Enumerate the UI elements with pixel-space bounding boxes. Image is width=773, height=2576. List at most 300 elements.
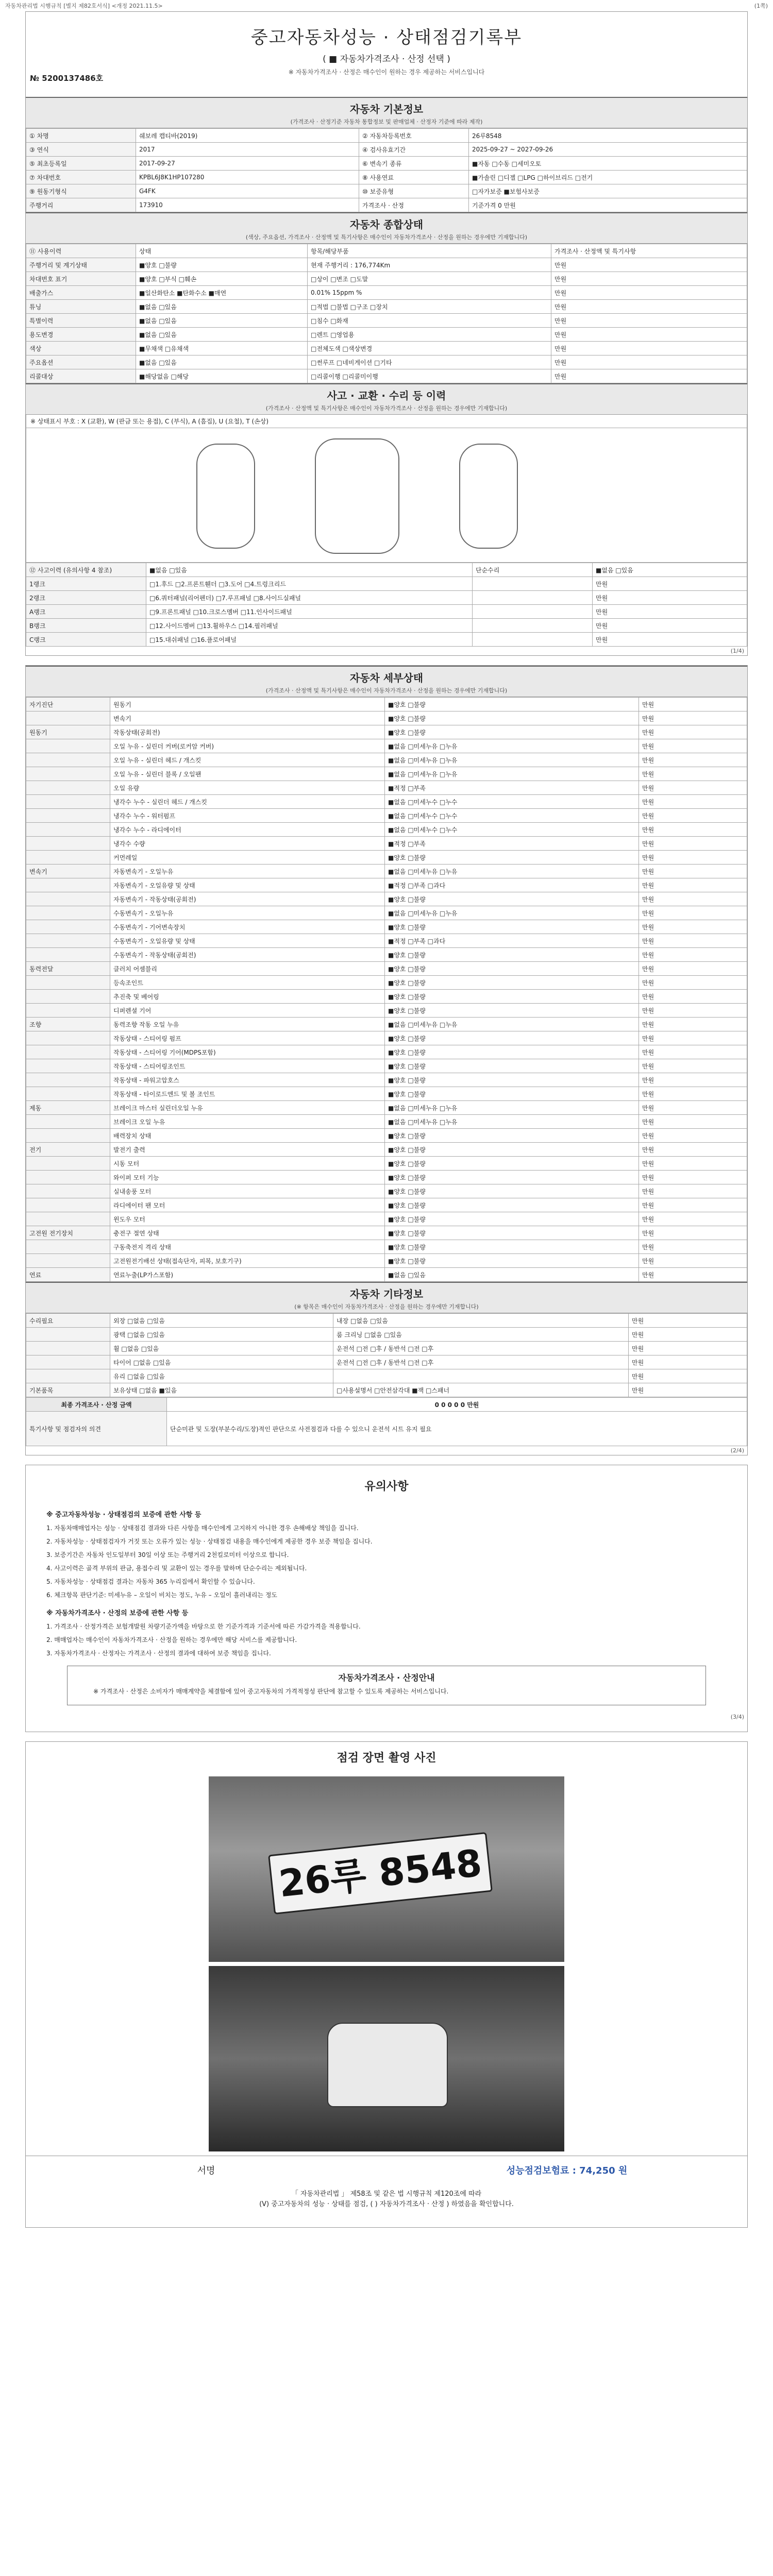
detail-cell [26, 1171, 110, 1184]
detail-cell: 작동상태 - 파워고압호스 [110, 1073, 385, 1087]
detail-cell: ■양호 □불량 [385, 698, 639, 711]
detail-cell: ■양호 □불량 [385, 1240, 639, 1254]
detail-cell: ■양호 □불량 [385, 990, 639, 1004]
accident-cell: □6.쿼터패널(리어펜더) □7.루프패널 □8.사이드실패널 [146, 591, 473, 605]
detail-cell [26, 851, 110, 865]
detail-cell: ■양호 □불량 [385, 851, 639, 865]
summary-cell: 용도변경 [26, 328, 136, 342]
summary-header [26, 212, 747, 244]
detail-cell [26, 1254, 110, 1268]
signature-row [26, 2156, 747, 2184]
basic-info-cell: ⑨ 원동기형식 [26, 184, 136, 198]
detail-cell [26, 906, 110, 920]
detail-cell [26, 1240, 110, 1254]
detail-cell: 만원 [639, 1031, 747, 1045]
detail-cell: ■양호 □불량 [385, 1045, 639, 1059]
accident-cell [473, 591, 593, 605]
detail-row [26, 1129, 747, 1143]
detail-cell: ■없음 □미세누수 □누수 [385, 823, 639, 837]
detail-cell: 수동변속기 - 작동상태(공회전) [110, 948, 385, 962]
detail-cell: ■양호 □불량 [385, 1226, 639, 1240]
summary-row [26, 286, 747, 300]
other-row [26, 1383, 747, 1397]
detail-row [26, 1157, 747, 1171]
detail-cell: 만원 [639, 865, 747, 878]
accident-cell: 단순수리 [473, 563, 593, 577]
detail-row [26, 1087, 747, 1101]
detail-cell: 충전구 절연 상태 [110, 1226, 385, 1240]
detail-cell [26, 823, 110, 837]
basic-info-cell: G4FK [136, 184, 359, 198]
detail-row [26, 1031, 747, 1045]
detail-cell [26, 767, 110, 781]
other-cell [26, 1328, 110, 1342]
notice-item: 4. 사고이력은 골격 부위의 판금, 용접수리 및 교환이 있는 경우를 말하며 단순수리는 제외됩니다. [46, 1565, 307, 1572]
summary-row [26, 328, 747, 342]
detail-cell: 만원 [639, 739, 747, 753]
accident-row [26, 633, 747, 647]
footer-line-2: (V) 중고자동차의 성능 · 상태를 점검, ( ) 자동차가격조사 · 산정 ) 하였음을 확인합니다. [259, 2200, 514, 2208]
accident-row [26, 563, 747, 577]
detail-cell: 만원 [639, 878, 747, 892]
detail-cell: 냉각수 누수 - 실린더 헤드 / 개스킷 [110, 795, 385, 809]
basic-info-cell: 기준가격 0 만원 [469, 198, 747, 212]
detail-row [26, 892, 747, 906]
other-cell [333, 1369, 629, 1383]
summary-row [26, 244, 747, 258]
detail-row [26, 753, 747, 767]
basic-info-cell: □자가보증 ■보험사보증 [469, 184, 747, 198]
detail-header [26, 666, 747, 697]
basic-info-cell: ⑧ 사용연료 [359, 171, 469, 184]
detail-cell [26, 948, 110, 962]
other-row [26, 1314, 747, 1328]
other-cell: 룸 크리닝 □없음 □있음 [333, 1328, 629, 1342]
summary-cell: 리콜대상 [26, 369, 136, 383]
notice-pricing-item: 2. 매매업자는 매수인이 자동차가격조사 · 산정을 원하는 경우에만 해당 서비스를 제공합니다. [46, 1636, 297, 1643]
detail-cell: ■양호 □불량 [385, 1004, 639, 1018]
detail-row [26, 976, 747, 990]
detail-cell: 변속기 [110, 711, 385, 725]
accident-cell: 만원 [593, 619, 747, 633]
accident-row [26, 605, 747, 619]
remarks-label: 특기사항 및 점검자의 의견 [26, 1412, 167, 1446]
accident-header [26, 383, 747, 415]
detail-row [26, 711, 747, 725]
summary-row [26, 300, 747, 314]
detail-cell [26, 781, 110, 795]
detail-cell: 라디에이터 팬 모터 [110, 1198, 385, 1212]
detail-cell: ■양호 □불량 [385, 711, 639, 725]
detail-cell: ■없음 □미세누수 □누수 [385, 795, 639, 809]
basic-info-cell: ⑦ 차대번호 [26, 171, 136, 184]
detail-cell: ■양호 □불량 [385, 1073, 639, 1087]
detail-cell: 만원 [639, 781, 747, 795]
detail-cell: 수동변속기 - 오일누유 [110, 906, 385, 920]
summary-cell: ■없음 □있음 [136, 355, 308, 369]
detail-row [26, 1254, 747, 1268]
basic-info-cell: 2017 [136, 143, 359, 157]
detail-row [26, 1184, 747, 1198]
summary-cell: 만원 [551, 369, 747, 383]
detail-cell: 만원 [639, 1129, 747, 1143]
other-title: 자동차 기타정보 [349, 1288, 424, 1300]
other-cell: 만원 [629, 1342, 747, 1355]
basic-info-table [26, 128, 747, 212]
detail-cell: ■없음 □미세누유 □누유 [385, 906, 639, 920]
notice-heading-2: ※ 자동차가격조사 · 산정의 보증에 관한 사항 등 [46, 1609, 189, 1617]
summary-cell: 만원 [551, 355, 747, 369]
detail-cell: 냉각수 누수 - 워터펌프 [110, 809, 385, 823]
detail-cell: ■양호 □불량 [385, 1129, 639, 1143]
detail-cell: 조향 [26, 1018, 110, 1031]
photo-vehicle-lift [209, 1966, 564, 2151]
accident-cell: 1랭크 [26, 577, 146, 591]
detail-cell: 만원 [639, 976, 747, 990]
accident-cell: □12.사이드멤버 □13.휠하우스 □14.필러패널 [146, 619, 473, 633]
detail-row [26, 739, 747, 753]
detail-cell: 만원 [639, 1184, 747, 1198]
detail-cell: 오일 누유 - 실린더 커버(로커암 커버) [110, 739, 385, 753]
basic-info-cell: ① 차명 [26, 129, 136, 143]
total-label: 최종 가격조사 · 산정 금액 [26, 1398, 167, 1412]
other-cell: 운전석 □전 □후 / 동반석 □전 □후 [333, 1342, 629, 1355]
detail-cell: 만원 [639, 990, 747, 1004]
detail-cell: 클러치 어셈블리 [110, 962, 385, 976]
detail-cell: ■양호 □불량 [385, 948, 639, 962]
detail-cell: ■양호 □불량 [385, 1157, 639, 1171]
detail-row [26, 948, 747, 962]
page-4 [25, 1741, 748, 2228]
detail-cell: 커먼레일 [110, 851, 385, 865]
summary-cell: 만원 [551, 314, 747, 328]
other-table [26, 1313, 747, 1397]
car-right-view [459, 444, 518, 549]
basic-info-cell: ③ 연식 [26, 143, 136, 157]
detail-cell: 만원 [639, 837, 747, 851]
other-cell: 만원 [629, 1328, 747, 1342]
accident-cell: □9.프론트패널 □10.크로스멤버 □11.인사이드패널 [146, 605, 473, 619]
summary-cell: 주요옵션 [26, 355, 136, 369]
page-2-mark: (2/4) [730, 1447, 744, 1454]
detail-row [26, 934, 747, 948]
detail-cell: 만원 [639, 1115, 747, 1129]
detail-cell: ■적정 □부족 □과다 [385, 934, 639, 948]
detail-cell: 브레이크 오일 누유 [110, 1115, 385, 1129]
notice-pricing-item: 3. 자동차가격조사 · 산정자는 가격조사 · 산정의 결과에 대하여 보증 책임을 집니다. [46, 1650, 271, 1657]
summary-cell: □렌트 □영업용 [308, 328, 551, 342]
detail-row [26, 920, 747, 934]
summary-cell: 색상 [26, 342, 136, 355]
document-note: ※ 자동차가격조사 · 산정은 매수인이 원하는 경우 제공하는 서비스입니다 [288, 69, 485, 76]
other-cell: 내장 □없음 □있음 [333, 1314, 629, 1328]
detail-row [26, 1226, 747, 1240]
detail-cell [26, 878, 110, 892]
basic-info-cell: 2017-09-27 [136, 157, 359, 171]
detail-row [26, 1198, 747, 1212]
detail-cell: 만원 [639, 1212, 747, 1226]
detail-cell: 만원 [639, 1059, 747, 1073]
other-row [26, 1328, 747, 1342]
detail-cell [26, 1073, 110, 1087]
detail-cell: 고전원전기배선 상태(접속단자, 피복, 보호기구) [110, 1254, 385, 1268]
summary-cell: 현재 주행거리 : 176,774Km [308, 258, 551, 272]
accident-legend: ※ 상태표시 부호 : X (교환), W (판금 또는 용접), C (부식), A (흠집), U (요철), T (손상) [26, 415, 747, 428]
summary-cell: ■해당없음 □해당 [136, 369, 308, 383]
detail-cell: ■적정 □부족 [385, 837, 639, 851]
detail-row [26, 1115, 747, 1129]
summary-cell: 배출가스 [26, 286, 136, 300]
basic-info-cell: 173910 [136, 198, 359, 212]
photo-section-title: 점검 장면 촬영 사진 [337, 1752, 436, 1765]
detail-cell: ■없음 □있음 [385, 1268, 639, 1282]
detail-table [26, 697, 747, 1282]
summary-cell: 차대번호 표기 [26, 272, 136, 286]
detail-cell: 오일 누유 - 실린더 헤드 / 개스킷 [110, 753, 385, 767]
accident-cell: B랭크 [26, 619, 146, 633]
detail-cell: ■양호 □불량 [385, 976, 639, 990]
basic-info-cell: ② 자동차등록번호 [359, 129, 469, 143]
summary-cell: □전체도색 □색상변경 [308, 342, 551, 355]
page-3-mark: (3/4) [730, 1714, 744, 1720]
detail-cell: ■없음 □미세누유 □누유 [385, 865, 639, 878]
detail-cell [26, 711, 110, 725]
detail-cell: 오일 유량 [110, 781, 385, 795]
detail-row [26, 1045, 747, 1059]
detail-cell: 만원 [639, 823, 747, 837]
detail-row [26, 865, 747, 878]
form-topbar [0, 0, 773, 11]
detail-row [26, 698, 747, 711]
detail-cell: 만원 [639, 962, 747, 976]
detail-row [26, 1171, 747, 1184]
detail-cell: 자동변속기 - 오일누유 [110, 865, 385, 878]
detail-cell: 브레이크 마스터 실린더오일 누유 [110, 1101, 385, 1115]
detail-cell: 만원 [639, 1143, 747, 1157]
detail-row [26, 1143, 747, 1157]
detail-cell: 만원 [639, 920, 747, 934]
detail-cell: 구동축전지 격리 상태 [110, 1240, 385, 1254]
detail-cell [26, 739, 110, 753]
detail-cell: 등속조인트 [110, 976, 385, 990]
detail-note: (가격조사 · 산정액 및 특기사항은 매수인이 자동차가격조사 · 산정을 원하는 경우에만 기재합니다) [265, 687, 508, 694]
accident-cell: A랭크 [26, 605, 146, 619]
total-table [26, 1397, 747, 1446]
accident-cell: ⑫ 사고이력 (유의사항 4 참조) [26, 563, 146, 577]
detail-cell: 작동상태(공회전) [110, 725, 385, 739]
footer-line-1: 「 자동차관리법 」 제58조 및 같은 법 시행규칙 제120조에 따라 [291, 2190, 482, 2198]
detail-cell: 만원 [639, 753, 747, 767]
detail-cell: ■없음 □미세누유 □누유 [385, 1101, 639, 1115]
notice-list-2 [26, 1621, 747, 1658]
basic-info-header [26, 97, 747, 128]
detail-cell [26, 934, 110, 948]
detail-cell: ■양호 □불량 [385, 1212, 639, 1226]
summary-cell: ⑪ 사용이력 [26, 244, 136, 258]
notice-item: 2. 자동차성능 · 상태점검자가 거짓 또는 오류가 있는 성능 · 상태점검 내용을 매수인에게 제공한 경우 보증 책임을 집니다. [46, 1538, 373, 1545]
basic-info-note: (가격조사 · 산정기준 자동차 통합정보 및 판매업체 · 산정자 기준에 따라 제작) [290, 118, 483, 125]
other-header [26, 1282, 747, 1313]
detail-row [26, 1101, 747, 1115]
summary-cell: ■양호 □불량 [136, 258, 308, 272]
summary-cell: 상태 [136, 244, 308, 258]
summary-table [26, 244, 747, 383]
detail-cell: 자기진단 [26, 698, 110, 711]
basic-info-row [26, 198, 747, 212]
other-note: (※ 항목은 매수인이 자동차가격조사 · 산정을 원하는 경우에만 기재합니다) [294, 1303, 479, 1310]
other-row [26, 1369, 747, 1383]
detail-row [26, 767, 747, 781]
accident-cell: □1.후드 □2.프론트휀더 □3.도어 □4.트렁크리드 [146, 577, 473, 591]
detail-cell: ■적정 □부족 □과다 [385, 878, 639, 892]
detail-cell: 실내송풍 모터 [110, 1184, 385, 1198]
detail-cell: 만원 [639, 1073, 747, 1087]
detail-row [26, 906, 747, 920]
page-indicator: (1쪽) [754, 3, 768, 9]
detail-row [26, 1059, 747, 1073]
summary-cell: ■없음 □있음 [136, 328, 308, 342]
page-3 [25, 1465, 748, 1732]
detail-cell: 원동기 [110, 698, 385, 711]
basic-info-cell: 2025-09-27 ~ 2027-09-26 [469, 143, 747, 157]
detail-cell: 연료누출(LP가스포함) [110, 1268, 385, 1282]
detail-cell: 만원 [639, 906, 747, 920]
detail-cell [26, 1157, 110, 1171]
accident-note: (가격조사 · 산정액 및 특기사항은 매수인이 자동차가격조사 · 산정을 원하는 경우에만 기재합니다) [265, 405, 508, 412]
detail-cell [26, 1031, 110, 1045]
detail-row [26, 1212, 747, 1226]
other-cell: □사용설명서 □안전삼각대 ■잭 □스패너 [333, 1383, 629, 1397]
summary-cell: 항목/해당부품 [308, 244, 551, 258]
detail-row [26, 809, 747, 823]
detail-cell: ■양호 □불량 [385, 1198, 639, 1212]
other-cell: 만원 [629, 1355, 747, 1369]
detail-row [26, 1018, 747, 1031]
detail-cell: 작동상태 - 스티어링 펌프 [110, 1031, 385, 1045]
summary-row [26, 314, 747, 328]
detail-cell: ■없음 □미세누유 □누유 [385, 739, 639, 753]
detail-cell [26, 976, 110, 990]
detail-cell [26, 795, 110, 809]
other-cell: 만원 [629, 1369, 747, 1383]
photo-front-plate [209, 1776, 564, 1962]
detail-cell: 만원 [639, 1004, 747, 1018]
detail-cell: 발전기 출력 [110, 1143, 385, 1157]
detail-cell: 만원 [639, 1087, 747, 1101]
detail-cell [26, 1004, 110, 1018]
notice-item: 1. 자동차매매업자는 성능 · 상태점검 결과와 다른 사항을 매수인에게 고지하지 아니한 경우 손해배상 책임을 집니다. [46, 1524, 359, 1532]
accident-row [26, 591, 747, 605]
detail-cell: ■없음 □미세누유 □누유 [385, 767, 639, 781]
detail-cell: 배력장치 상태 [110, 1129, 385, 1143]
detail-cell [26, 1212, 110, 1226]
detail-cell [26, 1129, 110, 1143]
car-top-view [315, 438, 399, 554]
detail-cell: ■양호 □불량 [385, 920, 639, 934]
detail-row [26, 851, 747, 865]
detail-cell: 자동변속기 - 작동상태(공회전) [110, 892, 385, 906]
detail-cell: ■양호 □불량 [385, 725, 639, 739]
page-2 [25, 665, 748, 1455]
summary-note: (색상, 주요옵션, 가격조사 · 산정액 및 특기사항은 매수인이 자동차가격조사 · 산정을 원하는 경우에만 기재합니다) [245, 234, 528, 241]
summary-cell: 튜닝 [26, 300, 136, 314]
detail-cell: ■양호 □불량 [385, 1171, 639, 1184]
detail-cell: 고전원 전기장치 [26, 1226, 110, 1240]
detail-cell: 전기 [26, 1143, 110, 1157]
other-cell: 휠 □없음 □있음 [110, 1342, 333, 1355]
summary-title: 자동차 종합상태 [349, 218, 424, 231]
basic-info-cell: ④ 검사유효기간 [359, 143, 469, 157]
summary-cell: 만원 [551, 328, 747, 342]
detail-cell: 원동기 [26, 725, 110, 739]
detail-cell: 만원 [639, 892, 747, 906]
detail-cell: 윈도우 모터 [110, 1212, 385, 1226]
detail-cell: 만원 [639, 767, 747, 781]
detail-cell [26, 892, 110, 906]
detail-cell: 냉각수 수량 [110, 837, 385, 851]
notice-title: 유의사항 [364, 1480, 409, 1493]
license-plate: 26루 8548 [268, 1832, 493, 1914]
accident-cell: 만원 [593, 577, 747, 591]
document-number: № 5200137486호 [30, 74, 104, 83]
accident-cell [473, 605, 593, 619]
detail-row [26, 725, 747, 739]
detail-cell: ■적정 □부족 [385, 781, 639, 795]
accident-cell: 만원 [593, 591, 747, 605]
detail-cell: 와이퍼 모터 기능 [110, 1171, 385, 1184]
accident-title: 사고 · 교환 · 수리 등 이력 [327, 389, 446, 402]
detail-cell: 제동 [26, 1101, 110, 1115]
basic-info-title: 자동차 기본정보 [349, 103, 424, 115]
detail-row [26, 795, 747, 809]
detail-cell: 변속기 [26, 865, 110, 878]
vehicle-diagram [26, 428, 747, 563]
detail-cell: 냉각수 누수 - 라디에이터 [110, 823, 385, 837]
detail-cell: 만원 [639, 1226, 747, 1240]
other-cell: 유리 □없음 □있음 [110, 1369, 333, 1383]
other-cell: 보유상태 □없음 ■있음 [110, 1383, 333, 1397]
summary-cell: 만원 [551, 342, 747, 355]
detail-cell: 동력전달 [26, 962, 110, 976]
detail-cell: 만원 [639, 795, 747, 809]
detail-row [26, 1240, 747, 1254]
remarks-value: 단순미관 및 도장(부분수리/도장)적인 판단으로 사전점검과 다를 수 있으니 운전석 시트 유지 필요 [167, 1412, 747, 1446]
summary-cell: 0.01% 15ppm % [308, 286, 551, 300]
summary-cell: □리콜이행 □리콜미이행 [308, 369, 551, 383]
detail-cell: 만원 [639, 934, 747, 948]
summary-cell: □침수 □화재 [308, 314, 551, 328]
car-left-view [196, 444, 255, 549]
other-cell: 광택 □없음 □있음 [110, 1328, 333, 1342]
document-title: 중고자동차성능 · 상태점검기록부 [250, 27, 523, 48]
detail-cell: 동력조향 작동 오일 누유 [110, 1018, 385, 1031]
summary-cell: 가격조사 · 산정액 및 특기사항 [551, 244, 747, 258]
detail-row [26, 1004, 747, 1018]
detail-cell: 만원 [639, 1240, 747, 1254]
detail-row [26, 837, 747, 851]
other-cell: 타이어 □없음 □있음 [110, 1355, 333, 1369]
accident-cell [473, 619, 593, 633]
detail-cell [26, 1087, 110, 1101]
detail-cell: 만원 [639, 1157, 747, 1171]
detail-cell: ■양호 □불량 [385, 892, 639, 906]
detail-cell: 오일 누유 - 실린더 블록 / 오일팬 [110, 767, 385, 781]
notice-item: 5. 자동차성능 · 상태점검 결과는 자동차 365 누리집에서 확인할 수 있습니다. [46, 1578, 255, 1585]
basic-info-cell: ■가솔린 □디젤 □LPG □하이브리드 □전기 [469, 171, 747, 184]
summary-row [26, 272, 747, 286]
summary-cell: ■일산화탄소 ■탄화수소 ■매연 [136, 286, 308, 300]
detail-cell [26, 1198, 110, 1212]
